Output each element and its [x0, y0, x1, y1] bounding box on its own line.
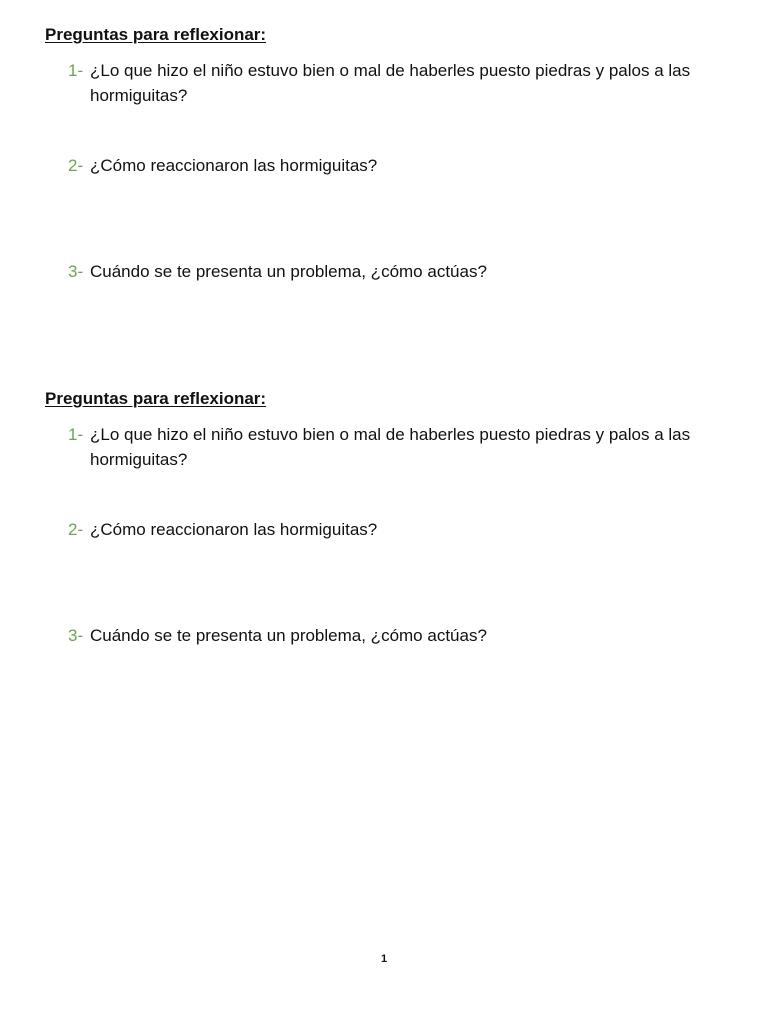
question-text: Cuándo se te presenta un problema, ¿cómo actúas? — [90, 626, 487, 645]
page-number: 1 — [380, 953, 388, 965]
question-number: 3- — [68, 262, 84, 281]
question-text: ¿Lo que hizo el niño estuvo bien o mal de haberles puesto piedras y palos a las hormiguitas? — [90, 61, 691, 105]
question-number: 1- — [68, 425, 84, 444]
question-number: 2- — [68, 156, 84, 175]
question-text: ¿Cómo reaccionaron las hormiguitas? — [90, 520, 378, 539]
section-title: Preguntas para reflexionar: — [45, 25, 267, 44]
question-2 — [68, 153, 708, 178]
question-2 — [68, 517, 708, 542]
question-number: 2- — [68, 520, 84, 539]
question-text: ¿Cómo reaccionaron las hormiguitas? — [90, 156, 378, 175]
question-text: Cuándo se te presenta un problema, ¿cómo actúas? — [90, 262, 487, 281]
question-text: ¿Lo que hizo el niño estuvo bien o mal de haberles puesto piedras y palos a las hormiguitas? — [90, 425, 691, 469]
question-number: 1- — [68, 61, 84, 80]
question-number: 3- — [68, 626, 84, 645]
question-1 — [68, 422, 708, 472]
question-1 — [68, 58, 708, 108]
question-3 — [68, 623, 708, 648]
question-3 — [68, 259, 708, 284]
section-title: Preguntas para reflexionar: — [45, 389, 267, 408]
